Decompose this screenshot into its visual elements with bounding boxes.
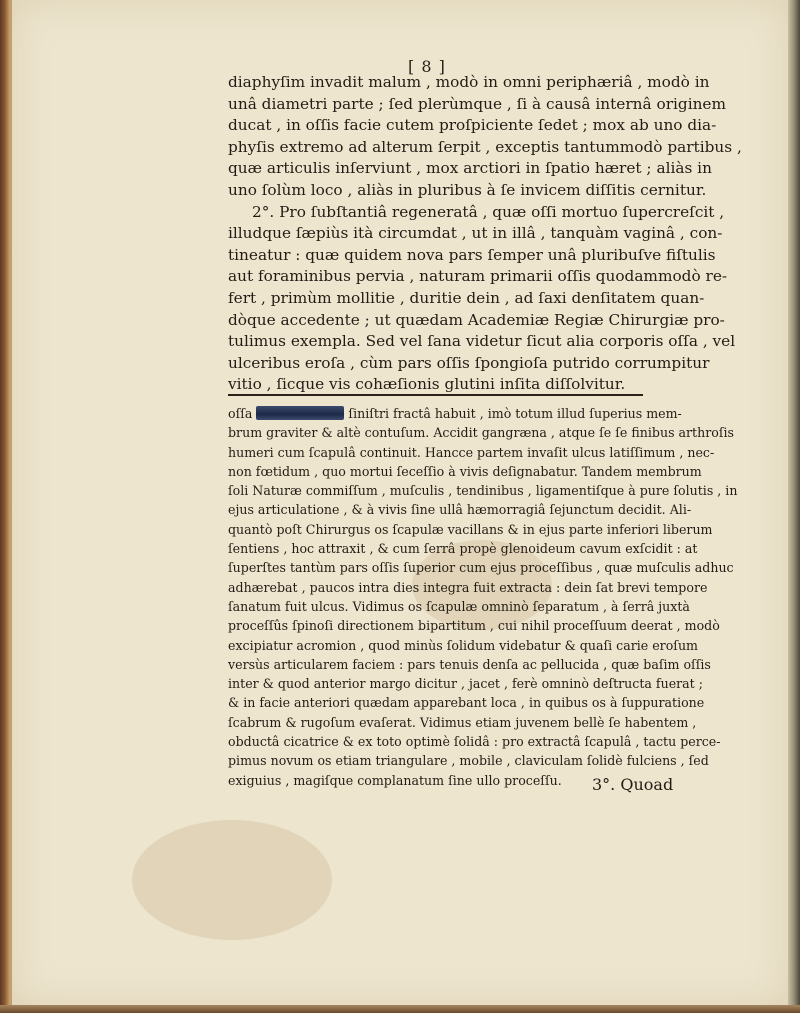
footnote-line: exiguius , magiſque complanatum ſine ullo proceſſu. [228,772,562,788]
footnote-rule [228,394,643,396]
footnote-first-suffix: ſiniſtri fractâ habuit , imò totum illud ſuperius mem- [348,406,682,421]
footnote-line: non fœtidum , quo mortui ſeceſſio à vivis deſignabatur. Tandem membrum [228,463,702,479]
text-line: ulceribus eroſa , cùm pars oſſis ſpongioſa putrido corrumpitur [228,353,710,372]
text-line: diaphyſim invadit malum , modò in omni periphæriâ , modò in [228,73,710,91]
footnote-line: pimus novum os etiam triangulare , mobile , claviculam ſolidè fulciens , ſed [228,753,709,769]
ink-blot-mark [256,406,344,420]
text-line: tulimus exempla. Sed vel ſana videtur ſicut alia corporis oſſa , vel [228,332,736,351]
footnote-line: versùs articularem faciem : pars tenuis denſa ac pellucida , quæ baſim oſſis [228,656,711,672]
book-bottom-edge [0,1005,800,1013]
footnote-first-prefix: oſſa [228,406,253,421]
text-line: fert , primùm mollitie , duritie dein , ad ſaxi denſitatem quan- [228,288,705,307]
footnote-line: inter & quod anterior margo dicitur , jacet , ferè omninò deſtructa fuerat ; [228,676,703,692]
text-line: dòque accedente ; ut quædam Academiæ Regiæ Chirurgiæ pro- [228,310,725,329]
page-stack-right-edge [786,0,800,1013]
footnote-line: & in facie anteriori quædam apparebant loca , in quibus os à ſuppuratione [228,695,705,711]
text-line: tineatur : quæ quidem nova pars ſemper unâ pluribuſve fiſtulis [228,245,716,264]
footnote-line: ſcabrum & rugoſum evaſerat. Vidimus etiam juvenem bellè ſe habentem , [228,714,697,730]
footnote-line: obductâ cicatrice & ex toto optimè ſolidâ : pro extractâ ſcapulâ , tactu perce- [228,734,721,750]
footnote-first-line [228,404,682,423]
footnote-line: ſentiens , hoc attraxit , & cum ſerrâ propè glenoideum cavum exſcidit : at [228,541,698,557]
footnote-line: adhærebat , paucos intra dies integra fuit extracta : dein ſat brevi tempore [228,579,708,595]
paper-stain [132,820,332,940]
footnote-line: ſuperſtes tantùm pars oſſis ſuperior cum ejus proceſſibus , quæ muſculis adhuc [228,560,734,576]
text-line: uno ſolùm loco , aliàs in pluribus à ſe invicem diſſitis cernitur. [228,180,707,199]
main-text [228,72,742,396]
text-line: unâ diametri parte ; ſed plerùmque , ſi à causâ internâ originem [228,94,726,113]
footnote-line: humeri cum ſcapulâ continuit. Hancce partem invaſit ulcus latiſſimum , nec- [228,444,715,460]
footnote-line: brum graviter & altè contuſum. Accidit gangræna , atque ſe ſe finibus arthroſis [228,425,734,441]
text-line: phyſis extremo ad alterum ſerpit , exceptis tantummodò partibus , [228,137,742,156]
page-number: [ 8 ] [408,57,446,76]
footnote-line: ejus articulatione , & à vivis ſine ullâ hæmorragiâ ſejunctum decidit. Ali- [228,502,692,518]
text-line: aut foraminibus pervia , naturam primarii oſſis quodammodò re- [228,267,728,286]
text-line: 2°. Pro ſubſtantiâ regeneratâ , quæ oſſi mortuo ſupercreſcit , [252,202,725,221]
footnote-line: ſanatum fuit ulcus. Vidimus os ſcapulæ omninò ſeparatum , à ſerrâ juxtà [228,598,690,614]
footnote-line: excipiatur acromion , quod minùs ſolidum videbatur & quaſi carie eroſum [228,637,699,653]
footnote-line: ſoli Naturæ commiſſum , muſculis , tendinibus , ligamentiſque à pure ſolutis , in [228,483,738,499]
text-line: ducat , in oſſis facie cutem proſpiciente ſedet ; mox ab uno dia- [228,116,717,135]
text-line: quæ articulis inſerviunt , mox arctiori in ſpatio hæret ; aliàs in [228,159,712,178]
catchword: 3°. Quoad [592,775,674,794]
footnote-line: proceſſûs ſpinoſi directionem bipartitum , cui nihil proceſſuum deerat , modò [228,618,720,634]
footnote-line: quantò poſt Chirurgus os ſcapulæ vacillans & in ejus parte inferiori liberum [228,521,713,537]
text-line: illudque ſæpiùs ità circumdat , ut in illâ , tanquàm vaginâ , con- [228,224,723,243]
text-line: vitio , ſicque vis cohæſionis glutini inſita diſſolvitur. [228,375,626,394]
